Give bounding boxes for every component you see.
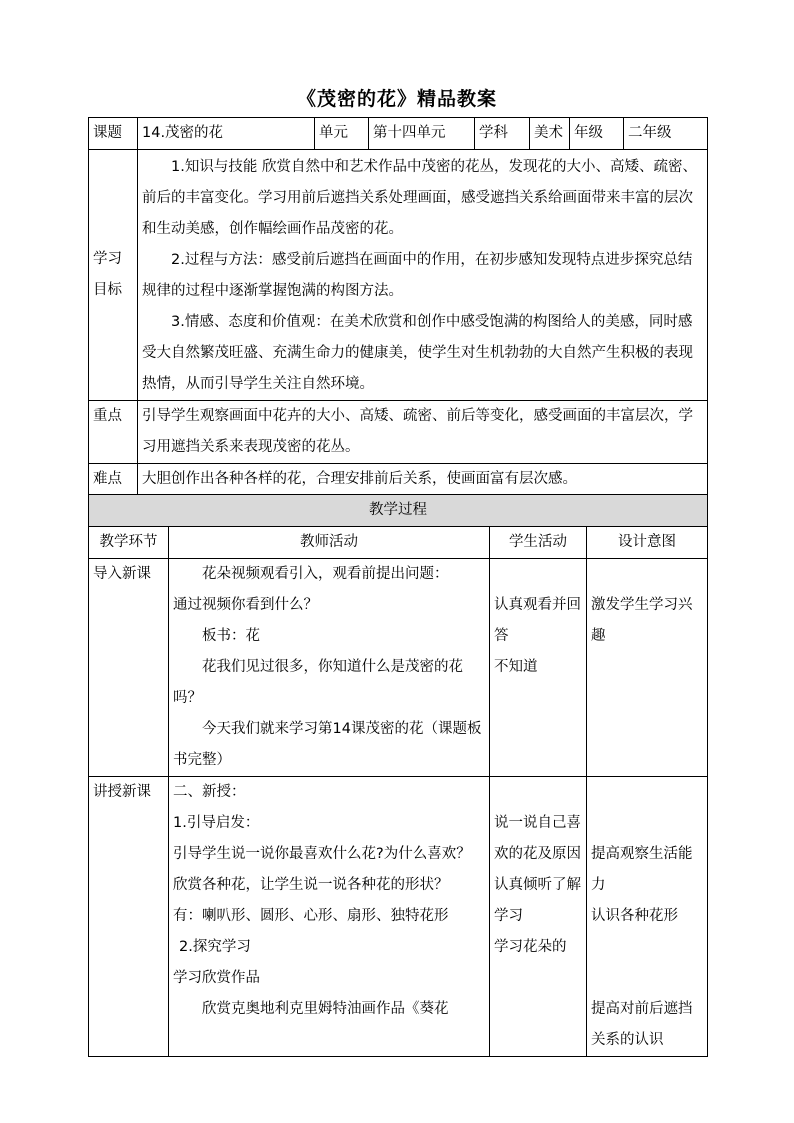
col-intent: 设计意图: [587, 527, 708, 559]
difficulty-row: [89, 464, 708, 496]
objectives-content: [138, 150, 708, 401]
intro-student: [490, 559, 587, 777]
process-table: [88, 494, 708, 1057]
intro-row: [89, 559, 708, 777]
difficulty-text: 大胆创作出各种各样的花，合理安排前后关系，使画面富有层次感。: [138, 464, 708, 496]
new-intent-line: 认识各种花形: [591, 908, 678, 924]
info-table: [88, 117, 708, 496]
unit-label: 单元: [315, 118, 369, 150]
new-stage: 讲授新课: [89, 777, 169, 1057]
grade-value: 二年级: [624, 118, 708, 150]
new-teacher-line: 1.引导启发：: [173, 815, 260, 831]
col-teacher: 教师活动: [169, 527, 490, 559]
new-teacher-line: 引导学生说一说你最喜欢什么花?为什么喜欢？: [173, 846, 471, 862]
objective-process: 2.过程与方法：感受前后遮挡在画面中的作用，在初步感知发现特点进步探究总结规律的过程中逐渐掌握饱满的构图方法。: [142, 252, 693, 299]
new-intent-line: 提高对前后遮挡关系的认识: [591, 1001, 693, 1048]
key-point-text: 引导学生观察画面中花卉的大小、高矮、疏密、前后等变化，感受画面的丰富层次，学习用遮挡关系来表现茂密的花丛。: [138, 401, 708, 464]
objectives-label: 学习目标: [89, 150, 138, 401]
new-student-line: 说一说自己喜欢的花及原因: [494, 815, 581, 862]
objective-emotion: 3.情感、态度和价值观：在美术欣赏和创作中感受饱满的构图给人的美感，同时感受大自然繁茂旺盛、充满生命力的健康美，使学生对生机勃勃的大自然产生积极的表现热情，从而引导学生关注自然环境。: [142, 314, 693, 392]
document-title: 《茂密的花》精品教案: [296, 88, 497, 110]
new-teacher-line: 学习欣赏作品: [173, 970, 260, 986]
new-student-line: 认真倾听了解学习: [494, 877, 581, 924]
new-student: [490, 777, 587, 1057]
new-teacher-line: 二、新授：: [173, 784, 246, 800]
subject-value: 美术: [530, 118, 570, 150]
topic-value: 14.茂密的花: [138, 118, 315, 150]
col-stage: 教学环节: [89, 527, 169, 559]
intro-teacher-line: 花朵视频观看引入，观看前提出问题：: [202, 566, 449, 582]
column-header-row: [89, 527, 708, 559]
new-teacher: [169, 777, 490, 1057]
info-row: [89, 118, 708, 150]
process-header: 教学过程: [89, 495, 708, 527]
process-header-row: [89, 495, 708, 527]
difficulty-label: 难点: [89, 464, 138, 496]
intro-teacher: [169, 559, 490, 777]
new-teacher-line: 有：喇叭形、圆形、心形、扇形、独特花形: [173, 908, 449, 924]
key-point-label: 重点: [89, 401, 138, 464]
objectives-row: [89, 150, 708, 401]
intro-student-line: 认真观看并回答: [494, 597, 581, 644]
col-student: 学生活动: [490, 527, 587, 559]
intro-teacher-line: 板书：花: [202, 628, 260, 644]
new-teacher-line: 2.探究学习: [179, 939, 251, 955]
new-student-line: 学习花朵的: [494, 939, 567, 955]
intro-intent-line: 激发学生学习兴趣: [591, 597, 693, 644]
key-point-row: [89, 401, 708, 464]
new-intent-line: 提高观察生活能力: [591, 846, 693, 893]
new-lesson-row: [89, 777, 708, 1057]
intro-stage: 导入新课: [89, 559, 169, 777]
intro-student-line: 不知道: [494, 659, 538, 675]
new-teacher-line: 欣赏各种花，让学生说一说各种花的形状？: [173, 877, 449, 893]
topic-label: 课题: [89, 118, 138, 150]
unit-value: 第十四单元: [369, 118, 475, 150]
intro-teacher-line: 今天我们就来学习第14课茂密的花（课题板书完整）: [173, 721, 482, 768]
intro-teacher-line: 通过视频你看到什么？: [173, 597, 318, 613]
grade-label: 年级: [570, 118, 624, 150]
intro-intent: [587, 559, 708, 777]
intro-teacher-line: 花我们见过很多，你知道什么是茂密的花吗？: [173, 659, 463, 706]
new-intent: [587, 777, 708, 1057]
new-teacher-line: 欣赏克奥地利克里姆特油画作品《葵花: [202, 1001, 449, 1017]
objective-knowledge: 1.知识与技能 欣赏自然中和艺术作品中茂密的花丛，发现花的大小、高矮、疏密、前后的丰富变化。学习用前后遮挡关系处理画面，感受遮挡关系给画面带来丰富的层次和生动美感，创作幅绘画作品茂密的花。: [142, 159, 697, 237]
subject-label: 学科: [475, 118, 530, 150]
